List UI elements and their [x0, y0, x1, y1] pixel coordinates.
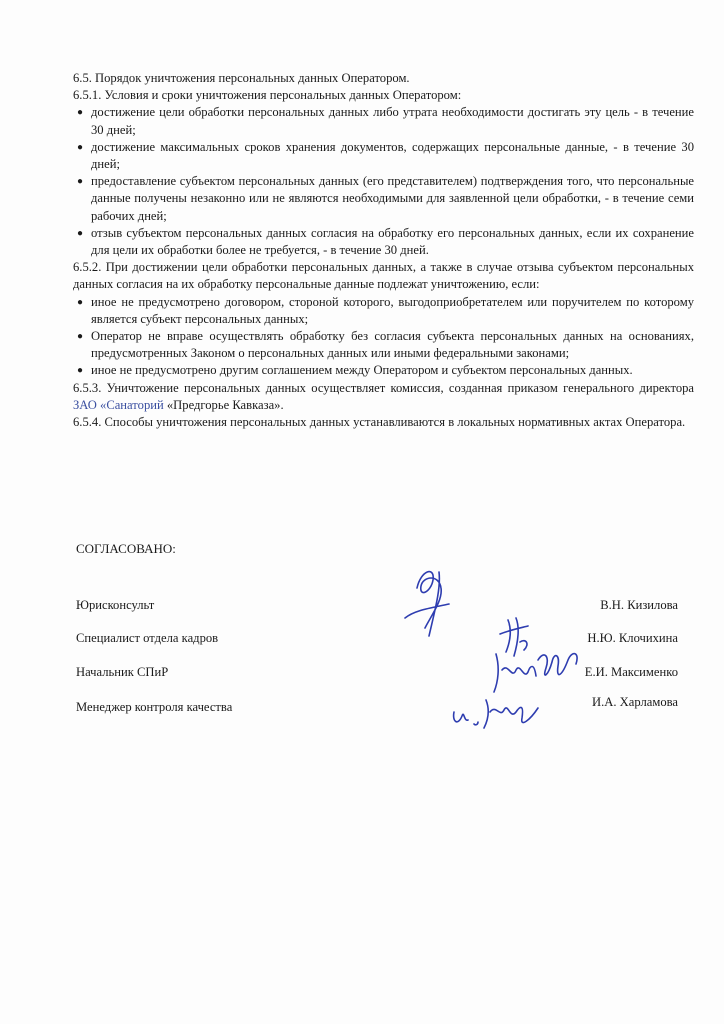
- list-item: ● иное не предусмотрено договором, стороной которого, выгодоприобретателем или поручителем по которому является субъект персональных данных;: [77, 294, 694, 326]
- list-item: ● Оператор не вправе осуществлять обработку без согласия субъекта персональных данных на основаниях, предусмотренных Законом о персональных данных или иными федеральными законами;: [77, 329, 694, 361]
- signatory-role: Начальник СПиР: [76, 665, 169, 679]
- bullet-icon: ●: [77, 365, 84, 377]
- approval-heading: СОГЛАСОВАНО:: [76, 541, 176, 556]
- organization-name-prefix: ЗАО «Санаторий: [73, 397, 167, 412]
- section-title: 6.5. Порядок уничтожения персональных данных Оператором.: [73, 71, 410, 85]
- paragraph-6-5-1: 6.5.1. Условия и сроки уничтожения персональных данных Оператором:: [73, 88, 462, 103]
- list-item: ● достижение максимальных сроков хранения документов, содержащих персональные данные, - в течение 30 дней;: [77, 139, 694, 172]
- paragraph-6-5-3: 6.5.3. Уничтожение персональных данных осуществляет комиссия, созданная приказом генерального директора ЗАО «Санаторий «Предгорье Кавказа».: [73, 380, 694, 412]
- signatory-role: Специалист отдела кадров: [76, 631, 219, 645]
- conditions-list: [73, 104, 694, 259]
- signatory-name: Н.Ю. Клочихина: [587, 631, 678, 645]
- bullet-icon: ●: [77, 141, 84, 153]
- bullet-icon: ●: [77, 227, 84, 239]
- signatory-name: В.Н. Кизилова: [600, 598, 678, 612]
- signatory-name: И.А. Харламова: [592, 695, 678, 709]
- organization-name: «Предгорье Кавказа».: [166, 397, 284, 412]
- paragraph-6-5-4: 6.5.4. Способы уничтожения персональных данных устанавливаются в локальных нормативных актах Оператора.: [73, 415, 686, 430]
- signatory-role: Юрисконсульт: [76, 598, 155, 612]
- document-body: [73, 70, 694, 431]
- paragraph-6-5-2: 6.5.2. При достижении цели обработки персональных данных, а также в случае отзыва субъектом персональных данных согласия на их обработку персональные данные подлежат уничтожению, если:: [73, 260, 694, 292]
- signature-kizilova: [395, 558, 465, 648]
- bullet-icon: ●: [77, 107, 84, 119]
- exceptions-list: [73, 294, 694, 380]
- list-item: ● достижение цели обработки персональных данных либо утрата необходимости достигать эту цель - в течение 30 дней;: [77, 105, 694, 137]
- list-item: ● отзыв субъектом персональных данных согласия на обработку его персональных данных, если их сохранение для цели их обработки более не требуется, - в течение 30 дней.: [77, 225, 694, 258]
- signatory-role: Менеджер контроля качества: [76, 700, 233, 714]
- bullet-icon: ●: [77, 176, 84, 188]
- signatory-name: Е.И. Максименко: [584, 665, 678, 679]
- list-item: ● иное не предусмотрено другим соглашением между Оператором и субъектом персональных данных.: [73, 362, 694, 379]
- bullet-icon: ●: [77, 331, 84, 343]
- list-item: ● предоставление субъектом персональных данных (его представителем) подтверждения того, что персональные данные получены незаконно или не являются необходимыми для заявленной цели обработки, - в течение семи рабочих дней;: [77, 174, 694, 223]
- bullet-icon: ●: [77, 296, 84, 308]
- signature-kharlamova: [446, 688, 546, 733]
